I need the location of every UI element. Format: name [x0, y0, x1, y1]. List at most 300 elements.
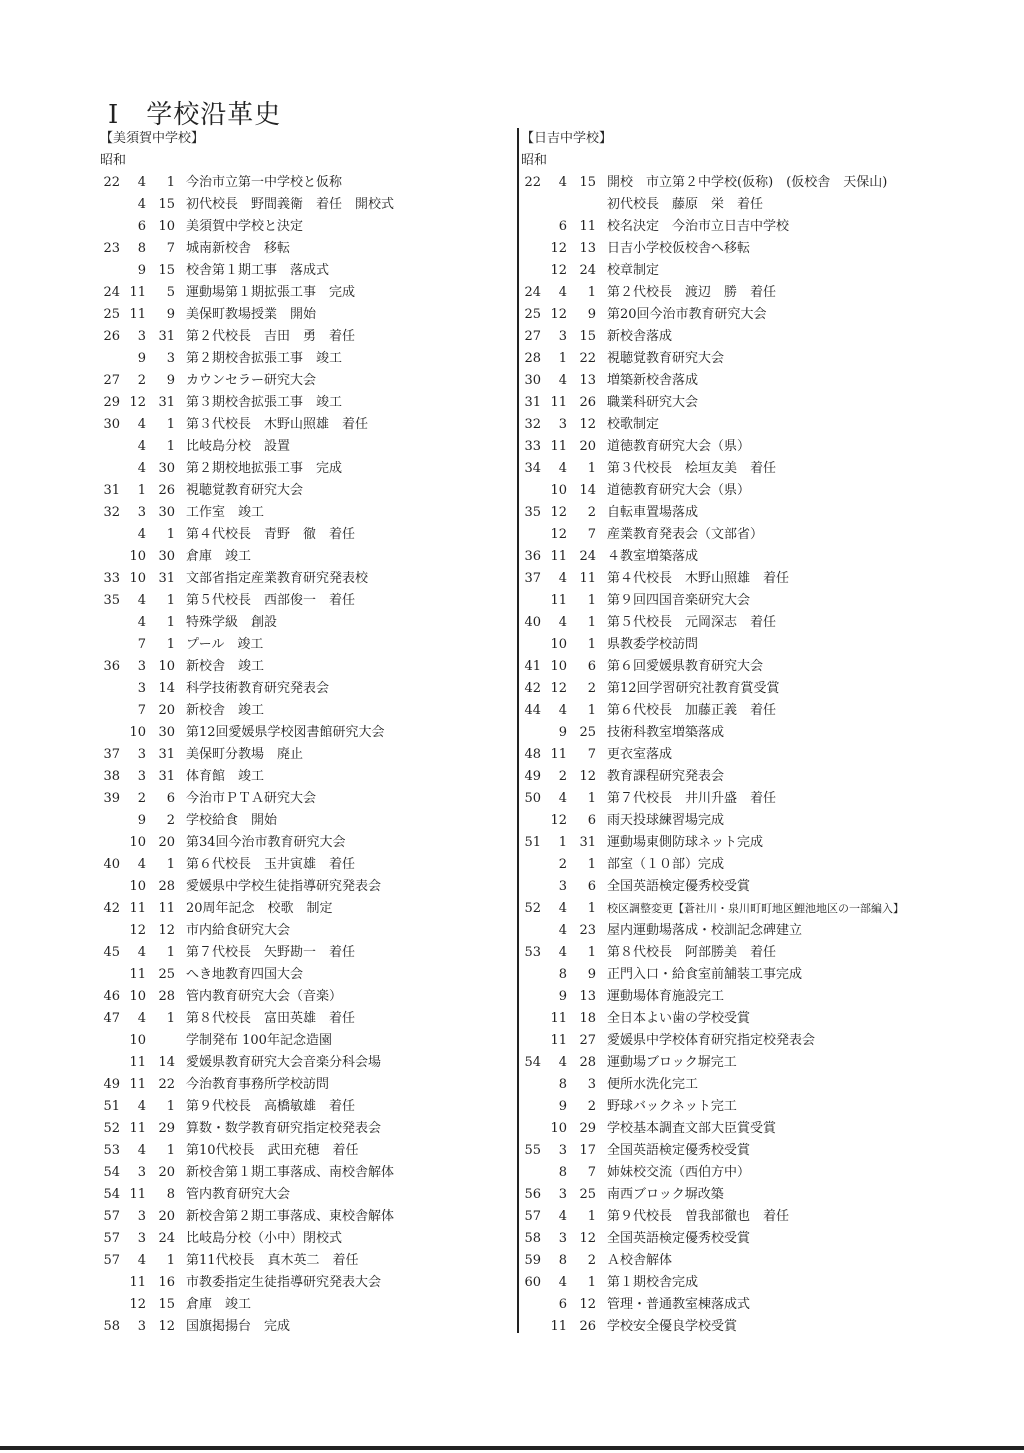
- history-event: 校章制定: [607, 263, 660, 278]
- history-day: 29: [158, 1121, 175, 1136]
- history-month: 4: [558, 791, 567, 806]
- history-year: 27: [103, 373, 120, 388]
- history-day: 15: [579, 175, 596, 190]
- history-month: 8: [137, 241, 146, 256]
- history-month: 4: [137, 1253, 146, 1268]
- history-event: 部室（１０部）完成: [607, 857, 725, 872]
- history-year: 51: [524, 835, 541, 850]
- history-day: 10: [158, 659, 175, 674]
- history-month: 4: [558, 1209, 567, 1224]
- history-event: 全国英語検定優秀校受賞: [607, 879, 751, 894]
- history-month: 3: [137, 329, 146, 344]
- history-row: [521, 524, 941, 546]
- history-day: 31: [158, 395, 175, 410]
- history-month: 10: [129, 549, 146, 564]
- history-day: 1: [587, 901, 596, 916]
- history-day: 26: [579, 1319, 596, 1334]
- history-event: 姉妹校交流（西伯方中）: [607, 1165, 751, 1180]
- history-row: [100, 942, 512, 964]
- history-month: 3: [137, 1319, 146, 1334]
- bottom-rule: [0, 1446, 1024, 1450]
- history-event: 第２期校舎拡張工事 竣工: [186, 351, 343, 366]
- history-day: 17: [579, 1143, 596, 1158]
- history-day: 11: [579, 219, 596, 234]
- history-day: 28: [158, 989, 175, 1004]
- history-day: 1: [587, 593, 596, 608]
- history-day: 11: [158, 901, 175, 916]
- history-month: 11: [550, 1033, 567, 1048]
- history-month: 3: [558, 417, 567, 432]
- history-row: [100, 172, 512, 194]
- history-event: 体育館 竣工: [186, 769, 265, 784]
- history-row: [521, 282, 941, 304]
- history-row: [100, 722, 512, 744]
- history-month: 2: [558, 769, 567, 784]
- history-event: 道徳教育研究大会（県）: [607, 483, 751, 498]
- history-event: プール 竣工: [186, 637, 264, 652]
- history-month: 4: [558, 923, 567, 938]
- history-day: 25: [158, 967, 175, 982]
- history-row: [521, 1030, 941, 1052]
- history-month: 9: [558, 725, 567, 740]
- history-row: [521, 700, 941, 722]
- history-event: 第５代校長 西部俊一 着任: [186, 593, 356, 608]
- history-day: 12: [579, 1297, 596, 1312]
- history-day: 1: [166, 1143, 175, 1158]
- history-event: 第３代校長 木野山照雄 着任: [186, 417, 369, 432]
- history-year: 49: [103, 1077, 120, 1092]
- history-event: 日吉小学校仮校舎へ移転: [607, 241, 751, 256]
- history-day: 15: [579, 329, 596, 344]
- history-event: 比岐島分校 設置: [186, 439, 291, 454]
- page-title: Ⅰ 学校沿革史: [108, 100, 282, 130]
- history-event: 20周年記念 校歌 制定: [186, 901, 333, 916]
- history-event: 県教委学校訪問: [607, 637, 699, 652]
- history-row: [521, 1316, 941, 1338]
- history-row: [521, 436, 941, 458]
- history-row: [100, 1008, 512, 1030]
- history-month: 11: [129, 967, 146, 982]
- history-year: 57: [103, 1231, 120, 1246]
- history-day: 1: [587, 945, 596, 960]
- history-month: 2: [137, 373, 146, 388]
- history-day: 25: [579, 725, 596, 740]
- history-row: [100, 854, 512, 876]
- history-event: 市内給食研究大会: [186, 923, 291, 938]
- history-month: 9: [558, 989, 567, 1004]
- history-event: 倉庫 竣工: [186, 549, 252, 564]
- history-row: [100, 1140, 512, 1162]
- history-year: 49: [524, 769, 541, 784]
- history-row: [521, 722, 941, 744]
- history-year: 58: [524, 1231, 541, 1246]
- history-day: 1: [587, 615, 596, 630]
- history-day: 24: [579, 549, 596, 564]
- history-row: [100, 1250, 512, 1272]
- history-day: 31: [158, 769, 175, 784]
- history-month: 10: [550, 659, 567, 674]
- history-day: 12: [579, 417, 596, 432]
- history-year: 31: [103, 483, 120, 498]
- history-event: 新校舎落成: [607, 329, 673, 344]
- history-year: 54: [524, 1055, 541, 1070]
- history-event: カウンセラー研究大会: [186, 373, 317, 388]
- history-year: 24: [524, 285, 541, 300]
- history-day: 2: [587, 505, 596, 520]
- history-event: 第４代校長 木野山照雄 着任: [607, 571, 790, 586]
- history-month: 4: [137, 1011, 146, 1026]
- history-event: 第３期校舎拡張工事 竣工: [186, 395, 343, 410]
- history-day: 12: [579, 1231, 596, 1246]
- history-day: 2: [166, 813, 175, 828]
- history-event: へき地教育四国大会: [186, 967, 304, 982]
- history-event: 管内教育研究大会（音楽）: [186, 989, 343, 1004]
- era-label: 昭和: [521, 153, 548, 168]
- history-month: 3: [137, 1231, 146, 1246]
- history-row: [100, 370, 512, 392]
- history-day: 20: [579, 439, 596, 454]
- history-month: 11: [129, 285, 146, 300]
- history-row: [521, 392, 941, 414]
- history-day: 6: [587, 879, 596, 894]
- history-day: 14: [158, 1055, 175, 1070]
- history-event: 第５代校長 元岡深志 着任: [607, 615, 777, 630]
- history-month: 6: [558, 1297, 567, 1312]
- history-month: 11: [550, 747, 567, 762]
- history-row: [100, 766, 512, 788]
- history-month: 11: [550, 1011, 567, 1026]
- history-day: 7: [587, 1165, 596, 1180]
- history-month: 3: [137, 747, 146, 762]
- history-row: [100, 414, 512, 436]
- history-row: [521, 568, 941, 590]
- history-day: 27: [579, 1033, 596, 1048]
- history-event: 第34回今治市教育研究大会: [186, 835, 346, 850]
- history-year: 40: [103, 857, 120, 872]
- history-row: [100, 1052, 512, 1074]
- history-event: 第９回四国音楽研究大会: [607, 593, 751, 608]
- history-row: [521, 942, 941, 964]
- history-event: 第11代校長 真木英二 着任: [186, 1253, 359, 1268]
- history-year: 48: [524, 747, 541, 762]
- history-month: 3: [558, 1143, 567, 1158]
- history-row: [521, 1140, 941, 1162]
- history-row: [100, 590, 512, 612]
- history-day: 22: [579, 351, 596, 366]
- history-year: 42: [103, 901, 120, 916]
- history-month: 9: [558, 1099, 567, 1114]
- history-event: 第９代校長 高橋敏雄 着任: [186, 1099, 356, 1114]
- history-month: 10: [129, 989, 146, 1004]
- history-day: 13: [579, 241, 596, 256]
- history-day: 6: [166, 791, 175, 806]
- history-event: 第２代校長 渡辺 勝 着任: [607, 285, 777, 300]
- history-day: 12: [158, 1319, 175, 1334]
- history-row: [100, 436, 512, 458]
- history-row: [521, 414, 941, 436]
- history-event: 今治市立第一中学校と仮称: [186, 175, 343, 190]
- history-month: 11: [129, 1275, 146, 1290]
- history-month: 4: [137, 461, 146, 476]
- history-event: 愛媛県中学校生徒指導研究発表会: [186, 879, 382, 894]
- history-day: 5: [166, 285, 175, 300]
- history-month: 8: [558, 967, 567, 982]
- history-row: [100, 568, 512, 590]
- history-event: 教育課程研究発表会: [607, 769, 725, 784]
- history-row: [521, 172, 941, 194]
- history-day: 9: [587, 967, 596, 982]
- history-day: 30: [158, 461, 175, 476]
- history-month: 12: [550, 813, 567, 828]
- history-row: [100, 1162, 512, 1184]
- history-event: 美須賀中学校と決定: [186, 219, 304, 234]
- history-month: 4: [558, 285, 567, 300]
- history-row: [100, 634, 512, 656]
- history-day: 23: [579, 923, 596, 938]
- history-row: [521, 304, 941, 326]
- history-row: [100, 1316, 512, 1338]
- history-day: 18: [579, 1011, 596, 1026]
- history-month: 12: [129, 1297, 146, 1312]
- history-year: 58: [103, 1319, 120, 1334]
- history-row: [521, 1272, 941, 1294]
- history-event: 産業教育発表会（文部省）: [607, 527, 764, 542]
- history-event: 城南新校舎 移転: [186, 241, 291, 256]
- history-row: [521, 216, 941, 238]
- history-month: 8: [558, 1165, 567, 1180]
- history-year: 29: [103, 395, 120, 410]
- history-day: 12: [579, 769, 596, 784]
- history-event: 第12回学習研究社教育賞受賞: [607, 681, 780, 696]
- history-year: 46: [103, 989, 120, 1004]
- history-day: 7: [166, 241, 175, 256]
- history-month: 11: [129, 1077, 146, 1092]
- history-row: [100, 1272, 512, 1294]
- history-month: 4: [558, 1055, 567, 1070]
- history-month: 11: [550, 439, 567, 454]
- history-event: 正門入口・給食室前舗装工事完成: [607, 967, 803, 982]
- history-month: 4: [137, 439, 146, 454]
- history-row: [100, 238, 512, 260]
- history-month: 11: [550, 1319, 567, 1334]
- right-column: [521, 128, 941, 1338]
- history-event: 第６代校長 加藤正義 着任: [607, 703, 777, 718]
- history-day: 1: [587, 637, 596, 652]
- school-heading: 【美須賀中学校】: [100, 131, 205, 146]
- history-event: 第３代校長 桧垣友美 着任: [607, 461, 777, 476]
- history-day: 6: [587, 813, 596, 828]
- history-month: 4: [137, 175, 146, 190]
- history-month: 7: [137, 637, 146, 652]
- history-month: 10: [550, 637, 567, 652]
- history-month: 4: [558, 703, 567, 718]
- history-day: 15: [158, 197, 175, 212]
- history-month: 9: [137, 351, 146, 366]
- history-day: 20: [158, 835, 175, 850]
- history-day: 13: [579, 373, 596, 388]
- history-list: [521, 172, 941, 1338]
- history-year: 35: [524, 505, 541, 520]
- history-month: 3: [137, 681, 146, 696]
- history-day: 1: [587, 857, 596, 872]
- history-day: 26: [158, 483, 175, 498]
- history-month: 12: [550, 527, 567, 542]
- history-row: [521, 1250, 941, 1272]
- history-month: 4: [137, 417, 146, 432]
- history-year: 38: [103, 769, 120, 784]
- history-event: 新校舎 竣工: [186, 659, 265, 674]
- history-day: 9: [166, 373, 175, 388]
- history-year: 26: [103, 329, 120, 344]
- history-year: 36: [524, 549, 541, 564]
- history-row: [100, 282, 512, 304]
- history-event: 第２期校地拡張工事 完成: [186, 461, 343, 476]
- history-month: 11: [550, 395, 567, 410]
- history-day: 1: [166, 1253, 175, 1268]
- history-day: 28: [158, 879, 175, 894]
- history-year: 36: [103, 659, 120, 674]
- history-row: [521, 898, 941, 920]
- history-day: 7: [587, 747, 596, 762]
- history-year: 25: [524, 307, 541, 322]
- history-year: 32: [524, 417, 541, 432]
- history-row: [100, 1228, 512, 1250]
- history-row: [100, 700, 512, 722]
- history-day: 24: [579, 263, 596, 278]
- history-day: 15: [158, 1297, 175, 1312]
- history-row: [521, 480, 941, 502]
- history-month: 11: [550, 593, 567, 608]
- history-event: 学校基本調査文部大臣賞受賞: [607, 1121, 777, 1136]
- history-month: 12: [550, 241, 567, 256]
- history-day: 11: [579, 571, 596, 586]
- history-year: 24: [103, 285, 120, 300]
- history-row: [100, 612, 512, 634]
- history-row: [521, 612, 941, 634]
- history-event: 第６回愛媛県教育研究大会: [607, 659, 764, 674]
- history-year: 31: [524, 395, 541, 410]
- history-row: [521, 1096, 941, 1118]
- history-month: 12: [550, 307, 567, 322]
- history-day: 1: [166, 593, 175, 608]
- history-row: [100, 1118, 512, 1140]
- history-event: 校区調整変更【蒼社川・泉川町町地区鯉池地区の一部編入】: [607, 902, 904, 915]
- history-event: 運動場東側防球ネット完成: [607, 835, 764, 850]
- history-row: [100, 348, 512, 370]
- history-month: 3: [137, 1165, 146, 1180]
- history-month: 4: [137, 615, 146, 630]
- history-month: 4: [137, 197, 146, 212]
- history-event: 運動場第１期拡張工事 完成: [186, 285, 356, 300]
- history-day: 9: [587, 307, 596, 322]
- history-year: 39: [103, 791, 120, 806]
- history-day: 1: [587, 791, 596, 806]
- history-row: [521, 1008, 941, 1030]
- history-day: 13: [579, 989, 596, 1004]
- history-day: 1: [166, 857, 175, 872]
- school-heading: 【日吉中学校】: [521, 131, 613, 146]
- history-event: 学校給食 開始: [186, 813, 278, 828]
- history-event: Ａ校舎解体: [607, 1253, 673, 1268]
- history-event: 愛媛県中学校体育研究指定校発表会: [607, 1033, 816, 1048]
- history-event: 技術科教室増築落成: [607, 725, 725, 740]
- history-day: 12: [158, 923, 175, 938]
- history-month: 8: [558, 1253, 567, 1268]
- history-year: 30: [524, 373, 541, 388]
- history-day: 30: [158, 549, 175, 564]
- history-year: 55: [524, 1143, 541, 1158]
- history-event: 工作室 竣工: [186, 505, 265, 520]
- history-event: 更衣室落成: [607, 747, 673, 762]
- history-row: [100, 832, 512, 854]
- history-year: 47: [103, 1011, 120, 1026]
- history-event: 第６代校長 玉井寅雄 着任: [186, 857, 356, 872]
- left-column: [100, 128, 512, 1338]
- history-event: 新校舎第１期工事落成、南校舎解体: [186, 1165, 395, 1180]
- history-event: ４教室増築落成: [607, 549, 699, 564]
- history-year: 34: [524, 461, 541, 476]
- history-year: 25: [103, 307, 120, 322]
- history-year: 57: [103, 1253, 120, 1268]
- history-event: 校名決定 今治市立日吉中学校: [607, 219, 790, 234]
- history-month: 4: [137, 1099, 146, 1114]
- history-row: [100, 656, 512, 678]
- column-divider: [517, 128, 519, 1333]
- history-event: 全国英語検定優秀校受賞: [607, 1231, 751, 1246]
- history-event: 全日本よい歯の学校受賞: [607, 1011, 751, 1026]
- history-day: 10: [158, 219, 175, 234]
- history-row: [521, 788, 941, 810]
- history-month: 4: [558, 1275, 567, 1290]
- history-year: 52: [103, 1121, 120, 1136]
- history-month: 1: [137, 483, 146, 498]
- history-row: [521, 1162, 941, 1184]
- history-row: [521, 1052, 941, 1074]
- history-month: 4: [558, 461, 567, 476]
- history-month: 12: [550, 681, 567, 696]
- history-event: 文部省指定産業教育研究発表校: [186, 571, 369, 586]
- history-event: 第７代校長 矢野勘一 着任: [186, 945, 356, 960]
- history-event: 学制発布 100年記念造園: [186, 1033, 332, 1048]
- history-event: 職業科研究大会: [607, 395, 699, 410]
- history-row: [521, 590, 941, 612]
- history-month: 12: [129, 395, 146, 410]
- history-month: 12: [550, 505, 567, 520]
- history-event: 特殊学級 創設: [186, 615, 278, 630]
- history-event: 自転車置場落成: [607, 505, 699, 520]
- history-day: 1: [166, 1099, 175, 1114]
- history-row: [100, 744, 512, 766]
- history-row: [100, 480, 512, 502]
- history-row: [521, 1228, 941, 1250]
- history-row: [100, 920, 512, 942]
- history-day: 30: [158, 505, 175, 520]
- history-day: 2: [587, 1099, 596, 1114]
- history-year: 30: [103, 417, 120, 432]
- history-event: 算数・数学教育研究指定校発表会: [186, 1121, 382, 1136]
- history-event: 校歌制定: [607, 417, 660, 432]
- history-year: 22: [524, 175, 541, 190]
- history-year: 45: [103, 945, 120, 960]
- history-year: 35: [103, 593, 120, 608]
- history-event: 第12回愛媛県学校図書館研究大会: [186, 725, 385, 740]
- history-day: 3: [587, 1077, 596, 1092]
- history-row: [521, 744, 941, 766]
- history-day: 1: [587, 703, 596, 718]
- history-year: 54: [103, 1187, 120, 1202]
- history-event: 今治教育事務所学校訪問: [186, 1077, 330, 1092]
- history-row: [521, 326, 941, 348]
